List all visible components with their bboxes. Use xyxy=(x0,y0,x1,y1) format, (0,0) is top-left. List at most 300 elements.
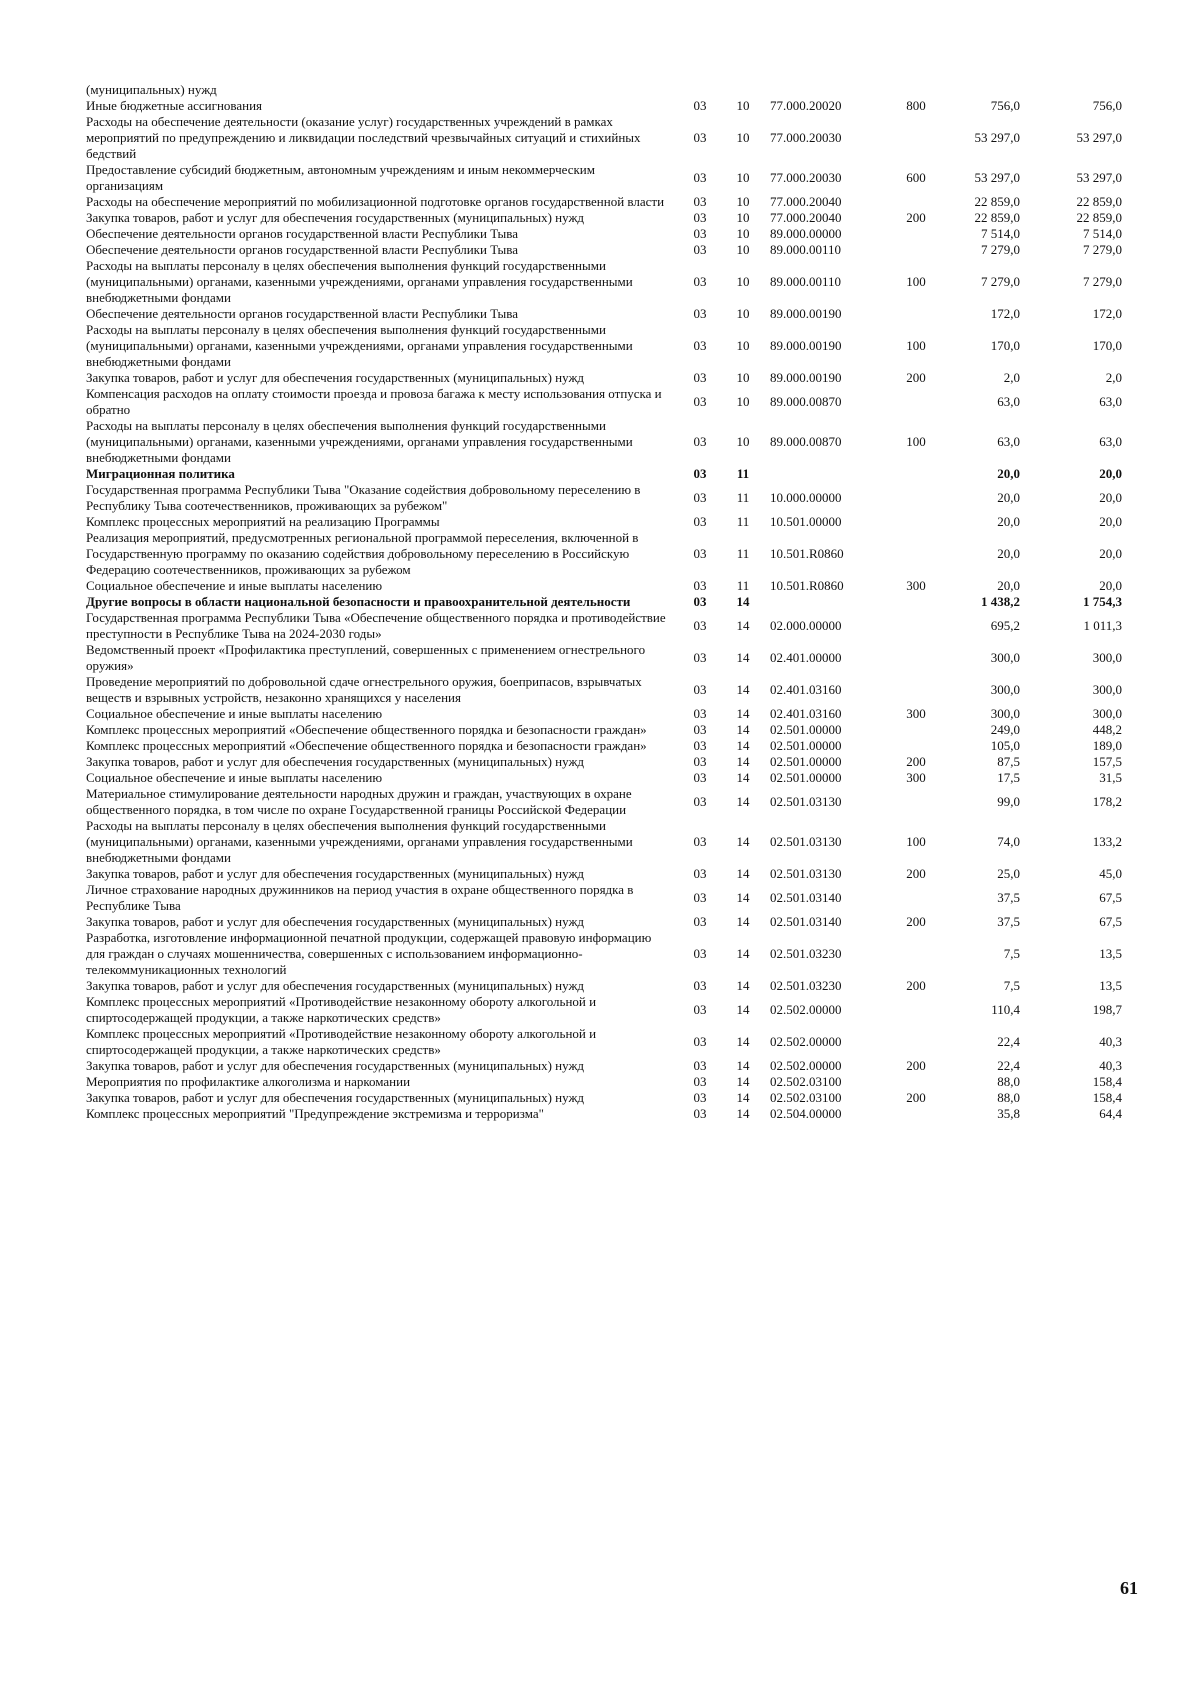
section-code: 03 xyxy=(693,226,707,241)
amount-1: 105,0 xyxy=(990,738,1020,753)
target-code: 02.502.00000 xyxy=(770,1034,842,1049)
target-code: 10.501.R0860 xyxy=(770,546,844,561)
amount-2: 63,0 xyxy=(1099,434,1122,449)
subsection-code: 14 xyxy=(736,834,750,849)
expense-type-code: 100 xyxy=(906,834,926,849)
subsection-code: 14 xyxy=(736,1002,750,1017)
target-code: 02.501.03140 xyxy=(770,914,842,929)
amount-1: 300,0 xyxy=(990,650,1020,665)
row-name: Иные бюджетные ассигнования xyxy=(86,98,263,113)
target-code: 89.000.00870 xyxy=(770,394,842,409)
expense-type-code xyxy=(890,482,942,514)
amount-2: 7 514,0 xyxy=(1083,226,1122,241)
expense-type-code xyxy=(890,82,942,98)
subsection-code: 10 xyxy=(736,130,750,145)
amount-1: 37,5 xyxy=(997,890,1020,905)
row-name: Закупка товаров, работ и услуг для обеспечения государственных (муниципальных) нужд xyxy=(86,370,585,385)
target-code: 02.501.00000 xyxy=(770,770,842,785)
target-code: 77.000.20030 xyxy=(770,170,842,185)
amount-2: 67,5 xyxy=(1099,914,1122,929)
table-row xyxy=(86,978,1128,994)
expense-type-code: 200 xyxy=(906,914,926,929)
expense-type-code: 200 xyxy=(906,370,926,385)
amount-2: 133,2 xyxy=(1092,834,1122,849)
amount-1: 53 297,0 xyxy=(974,170,1020,185)
subsection-code: 14 xyxy=(736,1106,750,1121)
amount-1: 20,0 xyxy=(997,466,1020,481)
amount-1: 1 438,2 xyxy=(981,594,1020,609)
row-name: Расходы на выплаты персоналу в целях обеспечения выполнения функций государственными (муниципальными) органами, казенными учреждениями, органами управления государственными внебюджетными фондами xyxy=(86,418,633,465)
subsection-code: 11 xyxy=(736,514,750,529)
amount-2: 22 859,0 xyxy=(1076,194,1122,209)
amount-2: 178,2 xyxy=(1092,794,1122,809)
row-name: Проведение мероприятий по добровольной сдаче огнестрельного оружия, боеприпасов, взрывчатых веществ и взрывных устройств, незаконно хранящихся у населения xyxy=(86,674,642,705)
section-code: 03 xyxy=(693,650,707,665)
subsection-code: 14 xyxy=(736,722,750,737)
subsection-code: 14 xyxy=(736,890,750,905)
row-name: Закупка товаров, работ и услуг для обеспечения государственных (муниципальных) нужд xyxy=(86,866,585,881)
expense-type-code xyxy=(890,882,942,914)
target-code: 02.401.03160 xyxy=(770,706,842,721)
table-body xyxy=(86,82,1128,1122)
amount-2: 31,5 xyxy=(1099,770,1122,785)
amount-2: 157,5 xyxy=(1092,754,1122,769)
expense-type-code xyxy=(890,1106,942,1122)
target-code: 77.000.20030 xyxy=(770,130,842,145)
table-row xyxy=(86,1090,1128,1106)
subsection-code xyxy=(724,82,762,98)
target-code: 02.401.03160 xyxy=(770,682,842,697)
table-row xyxy=(86,306,1128,322)
row-name: Комплекс процессных мероприятий на реализацию Программы xyxy=(86,514,440,529)
row-name: Ведомственный проект «Профилактика преступлений, совершенных с применением огнестрельного оружия» xyxy=(86,642,646,673)
subsection-code: 11 xyxy=(736,466,750,481)
amount-1: 2,0 xyxy=(1003,370,1020,385)
row-name: Государственная программа Республики Тыва "Оказание содействия добровольному переселению в Республику Тыва соотечественников, проживающих за рубежом" xyxy=(86,482,641,513)
amount-1: 7,5 xyxy=(1003,946,1020,961)
subsection-code: 10 xyxy=(736,338,750,353)
amount-1: 99,0 xyxy=(997,794,1020,809)
subsection-code: 14 xyxy=(736,754,750,769)
subsection-code: 10 xyxy=(736,98,750,113)
table-row xyxy=(86,914,1128,930)
amount-2: 300,0 xyxy=(1092,682,1122,697)
amount-2: 300,0 xyxy=(1092,706,1122,721)
section-code: 03 xyxy=(693,770,707,785)
target-code: 77.000.20040 xyxy=(770,194,842,209)
section-code: 03 xyxy=(693,394,707,409)
amount-2: 64,4 xyxy=(1099,1106,1122,1121)
table-row xyxy=(86,386,1128,418)
row-name: Миграционная политика xyxy=(86,466,235,481)
subsection-code: 11 xyxy=(736,578,750,593)
section-code: 03 xyxy=(693,1002,707,1017)
table-row xyxy=(86,514,1128,530)
amount-2: 158,4 xyxy=(1092,1074,1122,1089)
table-row xyxy=(86,642,1128,674)
expense-type-code xyxy=(890,466,942,482)
amount-1: 249,0 xyxy=(990,722,1020,737)
row-name: Мероприятия по профилактике алкоголизма и наркомании xyxy=(86,1074,411,1089)
row-name: Закупка товаров, работ и услуг для обеспечения государственных (муниципальных) нужд xyxy=(86,754,585,769)
amount-1: 63,0 xyxy=(997,434,1020,449)
amount-1: 37,5 xyxy=(997,914,1020,929)
subsection-code: 11 xyxy=(736,546,750,561)
target-code: 10.000.00000 xyxy=(770,490,842,505)
section-code: 03 xyxy=(693,514,707,529)
amount-1: 20,0 xyxy=(997,490,1020,505)
amount-1: 17,5 xyxy=(997,770,1020,785)
expense-type-code: 100 xyxy=(906,434,926,449)
row-name: Расходы на выплаты персоналу в целях обеспечения выполнения функций государственными (муниципальными) органами, казенными учреждениями, органами управления государственными внебюджетными фондами xyxy=(86,322,633,369)
amount-2: 20,0 xyxy=(1099,546,1122,561)
table-row xyxy=(86,930,1128,978)
amount-1: 22 859,0 xyxy=(974,210,1020,225)
subsection-code: 14 xyxy=(736,682,750,697)
target-code: 02.501.03230 xyxy=(770,946,842,961)
amount-2: 448,2 xyxy=(1092,722,1122,737)
subsection-code: 10 xyxy=(736,274,750,289)
section-code xyxy=(676,82,724,98)
section-code: 03 xyxy=(693,946,707,961)
amount-1: 20,0 xyxy=(997,514,1020,529)
amount-2: 13,5 xyxy=(1099,946,1122,961)
target-code: 02.501.00000 xyxy=(770,722,842,737)
subsection-code: 14 xyxy=(736,1090,750,1105)
amount-1: 7 279,0 xyxy=(981,274,1020,289)
target-code: 77.000.20040 xyxy=(770,210,842,225)
expense-type-code xyxy=(890,594,942,610)
amount-2: 63,0 xyxy=(1099,394,1122,409)
row-name: Комплекс процессных мероприятий «Противодействие незаконному обороту алкогольной и спиртосодержащей продукции, а также наркотических средств» xyxy=(86,1026,597,1057)
amount-1: 35,8 xyxy=(997,1106,1020,1121)
amount-1: 300,0 xyxy=(990,706,1020,721)
expense-type-code: 200 xyxy=(906,210,926,225)
subsection-code: 14 xyxy=(736,650,750,665)
amount-2: 20,0 xyxy=(1099,514,1122,529)
table-row xyxy=(86,722,1128,738)
section-code: 03 xyxy=(693,194,707,209)
amount-1: 87,5 xyxy=(997,754,1020,769)
subsection-code: 10 xyxy=(736,170,750,185)
table-row xyxy=(86,610,1128,642)
row-name: Материальное стимулирование деятельности народных дружин и граждан, участвующих в охране общественного порядка, в том числе по охране Государственной границы Российской Федерации xyxy=(86,786,632,817)
subsection-code: 14 xyxy=(736,770,750,785)
expense-type-code: 100 xyxy=(906,274,926,289)
section-code: 03 xyxy=(693,978,707,993)
amount-2: 170,0 xyxy=(1092,338,1122,353)
amount-2: 300,0 xyxy=(1092,650,1122,665)
subsection-code: 10 xyxy=(736,394,750,409)
expense-type-code xyxy=(890,514,942,530)
row-name: Расходы на выплаты персоналу в целях обеспечения выполнения функций государственными (муниципальными) органами, казенными учреждениями, органами управления государственными внебюджетными фондами xyxy=(86,258,633,305)
amount-1: 22 859,0 xyxy=(974,194,1020,209)
table-row xyxy=(86,818,1128,866)
amount-2: 1 754,3 xyxy=(1083,594,1122,609)
section-code: 03 xyxy=(693,1058,707,1073)
table-row xyxy=(86,466,1128,482)
expense-type-code xyxy=(890,1026,942,1058)
amount-1 xyxy=(942,82,1036,98)
table-row xyxy=(86,530,1128,578)
amount-2: 1 011,3 xyxy=(1083,618,1122,633)
expense-type-code xyxy=(890,306,942,322)
expense-type-code: 200 xyxy=(906,1090,926,1105)
subsection-code: 10 xyxy=(736,370,750,385)
row-name: Обеспечение деятельности органов государственной власти Республики Тыва xyxy=(86,242,518,257)
expense-type-code: 200 xyxy=(906,1058,926,1073)
section-code: 03 xyxy=(693,370,707,385)
expense-type-code: 300 xyxy=(906,770,926,785)
amount-1: 88,0 xyxy=(997,1090,1020,1105)
table-row xyxy=(86,242,1128,258)
target-code: 89.000.00190 xyxy=(770,306,842,321)
target-code: 02.501.03130 xyxy=(770,866,842,881)
subsection-code: 10 xyxy=(736,194,750,209)
expense-type-code xyxy=(890,722,942,738)
target-code: 02.000.00000 xyxy=(770,618,842,633)
section-code: 03 xyxy=(693,242,707,257)
table-row xyxy=(86,706,1128,722)
table-row xyxy=(86,258,1128,306)
target-code: 02.501.00000 xyxy=(770,754,842,769)
table-row xyxy=(86,594,1128,610)
subsection-code: 10 xyxy=(736,242,750,257)
amount-1: 22,4 xyxy=(997,1058,1020,1073)
expense-type-code xyxy=(890,930,942,978)
table-row xyxy=(86,322,1128,370)
expense-type-code xyxy=(890,386,942,418)
subsection-code: 14 xyxy=(736,866,750,881)
amount-2: 22 859,0 xyxy=(1076,210,1122,225)
row-name: Компенсация расходов на оплату стоимости проезда и провоза багажа к месту использования отпуска и обратно xyxy=(86,386,662,417)
table-row xyxy=(86,738,1128,754)
amount-2: 45,0 xyxy=(1099,866,1122,881)
amount-2: 20,0 xyxy=(1099,578,1122,593)
expense-type-code xyxy=(890,530,942,578)
section-code: 03 xyxy=(693,466,707,481)
amount-2: 2,0 xyxy=(1105,370,1122,385)
subsection-code: 14 xyxy=(736,946,750,961)
amount-2: 40,3 xyxy=(1099,1058,1122,1073)
row-name: Расходы на обеспечение деятельности (оказание услуг) государственных учреждений в рамках мероприятий по предупреждению и ликвидации последствий чрезвычайных ситуаций и стихийных бедствий xyxy=(86,114,641,161)
row-name: Государственная программа Республики Тыва «Обеспечение общественного порядка и противодействие преступности в Республике Тыва на 2024-2030 годы» xyxy=(86,610,666,641)
page-number: 61 xyxy=(1120,1578,1138,1598)
subsection-code: 10 xyxy=(736,306,750,321)
amount-2: 20,0 xyxy=(1099,490,1122,505)
target-code: 89.000.00110 xyxy=(770,274,842,289)
amount-1: 172,0 xyxy=(990,306,1020,321)
row-name: Закупка товаров, работ и услуг для обеспечения государственных (муниципальных) нужд xyxy=(86,914,585,929)
section-code: 03 xyxy=(693,490,707,505)
subsection-code: 14 xyxy=(736,738,750,753)
budget-table xyxy=(86,82,1128,1122)
target-code xyxy=(762,82,890,98)
amount-1: 110,4 xyxy=(991,1002,1020,1017)
expense-type-code: 200 xyxy=(906,754,926,769)
table-row xyxy=(86,482,1128,514)
subsection-code: 14 xyxy=(736,1058,750,1073)
amount-1: 22,4 xyxy=(997,1034,1020,1049)
amount-1: 25,0 xyxy=(997,866,1020,881)
target-code: 02.501.03140 xyxy=(770,890,842,905)
amount-1: 7,5 xyxy=(1003,978,1020,993)
section-code: 03 xyxy=(693,1090,707,1105)
amount-2: 756,0 xyxy=(1092,98,1122,113)
section-code: 03 xyxy=(693,1106,707,1121)
table-row xyxy=(86,98,1128,114)
expense-type-code: 300 xyxy=(906,578,926,593)
amount-1: 88,0 xyxy=(997,1074,1020,1089)
amount-1: 53 297,0 xyxy=(974,130,1020,145)
row-name: Социальное обеспечение и иные выплаты населению xyxy=(86,770,383,785)
row-name: Предоставление субсидий бюджетным, автономным учреждениям и иным некоммерческим организациям xyxy=(86,162,595,193)
section-code: 03 xyxy=(693,890,707,905)
target-code: 02.502.00000 xyxy=(770,1002,842,1017)
section-code: 03 xyxy=(693,914,707,929)
amount-2: 20,0 xyxy=(1099,466,1122,481)
table-row xyxy=(86,370,1128,386)
section-code: 03 xyxy=(693,794,707,809)
section-code: 03 xyxy=(693,210,707,225)
target-code xyxy=(762,594,890,610)
table-row xyxy=(86,162,1128,194)
target-code: 10.501.00000 xyxy=(770,514,842,529)
subsection-code: 14 xyxy=(736,978,750,993)
expense-type-code xyxy=(890,194,942,210)
section-code: 03 xyxy=(693,434,707,449)
expense-type-code: 200 xyxy=(906,866,926,881)
expense-type-code xyxy=(890,674,942,706)
section-code: 03 xyxy=(693,338,707,353)
subsection-code: 10 xyxy=(736,210,750,225)
expense-type-code xyxy=(890,786,942,818)
section-code: 03 xyxy=(693,306,707,321)
table-row xyxy=(86,194,1128,210)
target-code: 89.000.00110 xyxy=(770,242,842,257)
amount-2: 67,5 xyxy=(1099,890,1122,905)
subsection-code: 10 xyxy=(736,226,750,241)
row-name: Расходы на обеспечение мероприятий по мобилизационной подготовке органов государственной власти xyxy=(86,194,665,209)
subsection-code: 11 xyxy=(736,490,750,505)
table-row xyxy=(86,418,1128,466)
subsection-code: 10 xyxy=(736,434,750,449)
table-row xyxy=(86,786,1128,818)
amount-1: 63,0 xyxy=(997,394,1020,409)
amount-2: 198,7 xyxy=(1092,1002,1122,1017)
table-row xyxy=(86,770,1128,786)
row-name: Социальное обеспечение и иные выплаты населению xyxy=(86,578,383,593)
section-code: 03 xyxy=(693,546,707,561)
subsection-code: 14 xyxy=(736,594,750,609)
section-code: 03 xyxy=(693,130,707,145)
section-code: 03 xyxy=(693,866,707,881)
target-code: 77.000.20020 xyxy=(770,98,842,113)
target-code: 02.502.03100 xyxy=(770,1074,842,1089)
table-row xyxy=(86,578,1128,594)
expense-type-code xyxy=(890,994,942,1026)
amount-2: 13,5 xyxy=(1099,978,1122,993)
section-code: 03 xyxy=(693,754,707,769)
amount-2: 53 297,0 xyxy=(1076,130,1122,145)
target-code xyxy=(762,466,890,482)
expense-type-code xyxy=(890,610,942,642)
row-name: Комплекс процессных мероприятий «Обеспечение общественного порядка и безопасности граждан» xyxy=(86,738,647,753)
section-code: 03 xyxy=(693,1074,707,1089)
section-code: 03 xyxy=(693,594,707,609)
amount-1: 20,0 xyxy=(997,546,1020,561)
expense-type-code xyxy=(890,242,942,258)
row-name: Комплекс процессных мероприятий «Противодействие незаконному обороту алкогольной и спиртосодержащей продукции, а также наркотических средств» xyxy=(86,994,597,1025)
table-row xyxy=(86,1026,1128,1058)
table-row xyxy=(86,754,1128,770)
row-name: Закупка товаров, работ и услуг для обеспечения государственных (муниципальных) нужд xyxy=(86,210,585,225)
subsection-code: 14 xyxy=(736,1074,750,1089)
section-code: 03 xyxy=(693,722,707,737)
table-row xyxy=(86,1058,1128,1074)
expense-type-code: 800 xyxy=(906,98,926,113)
table-row xyxy=(86,1074,1128,1090)
target-code: 02.504.00000 xyxy=(770,1106,842,1121)
amount-1: 7 279,0 xyxy=(981,242,1020,257)
section-code: 03 xyxy=(693,618,707,633)
amount-1: 300,0 xyxy=(990,682,1020,697)
expense-type-code xyxy=(890,1074,942,1090)
table-row xyxy=(86,210,1128,226)
table-row xyxy=(86,226,1128,242)
row-name: Личное страхование народных дружинников на период участия в охране общественного порядка в Республике Тыва xyxy=(86,882,634,913)
table-row xyxy=(86,994,1128,1026)
table-row xyxy=(86,82,1128,98)
subsection-code: 14 xyxy=(736,1034,750,1049)
row-name: Обеспечение деятельности органов государственной власти Республики Тыва xyxy=(86,226,518,241)
expense-type-code: 200 xyxy=(906,978,926,993)
expense-type-code xyxy=(890,738,942,754)
subsection-code: 14 xyxy=(736,914,750,929)
row-name: Закупка товаров, работ и услуг для обеспечения государственных (муниципальных) нужд xyxy=(86,1090,585,1105)
expense-type-code: 100 xyxy=(906,338,926,353)
row-name: Расходы на выплаты персоналу в целях обеспечения выполнения функций государственными (муниципальными) органами, казенными учреждениями, органами управления государственными внебюджетными фондами xyxy=(86,818,633,865)
target-code: 02.501.03230 xyxy=(770,978,842,993)
target-code: 89.000.00190 xyxy=(770,370,842,385)
table-row xyxy=(86,674,1128,706)
expense-type-code xyxy=(890,226,942,242)
table-row xyxy=(86,1106,1128,1122)
expense-type-code xyxy=(890,642,942,674)
expense-type-code xyxy=(890,114,942,162)
section-code: 03 xyxy=(693,170,707,185)
row-name: Реализация мероприятий, предусмотренных региональной программой переселения, включенной в Государственную программу по оказанию содействия добровольному переселению в Российскую Федерацию соотечественников, проживающих за рубежом xyxy=(86,530,639,577)
subsection-code: 14 xyxy=(736,794,750,809)
row-name: Социальное обеспечение и иные выплаты населению xyxy=(86,706,383,721)
table-row xyxy=(86,882,1128,914)
target-code: 89.000.00870 xyxy=(770,434,842,449)
section-code: 03 xyxy=(693,738,707,753)
row-name: Закупка товаров, работ и услуг для обеспечения государственных (муниципальных) нужд xyxy=(86,978,585,993)
amount-2: 158,4 xyxy=(1092,1090,1122,1105)
row-name: Разработка, изготовление информационной печатной продукции, содержащей правовую информацию для граждан о случаях мошенничества, совершенных с использованием информационно-телекоммуникационных технологий xyxy=(86,930,652,977)
target-code: 02.501.00000 xyxy=(770,738,842,753)
target-code: 10.501.R0860 xyxy=(770,578,844,593)
amount-1: 20,0 xyxy=(997,578,1020,593)
amount-2 xyxy=(1036,82,1128,98)
amount-2: 53 297,0 xyxy=(1076,170,1122,185)
section-code: 03 xyxy=(693,274,707,289)
amount-2: 7 279,0 xyxy=(1083,274,1122,289)
expense-type-code: 600 xyxy=(906,170,926,185)
target-code: 89.000.00190 xyxy=(770,338,842,353)
section-code: 03 xyxy=(693,578,707,593)
